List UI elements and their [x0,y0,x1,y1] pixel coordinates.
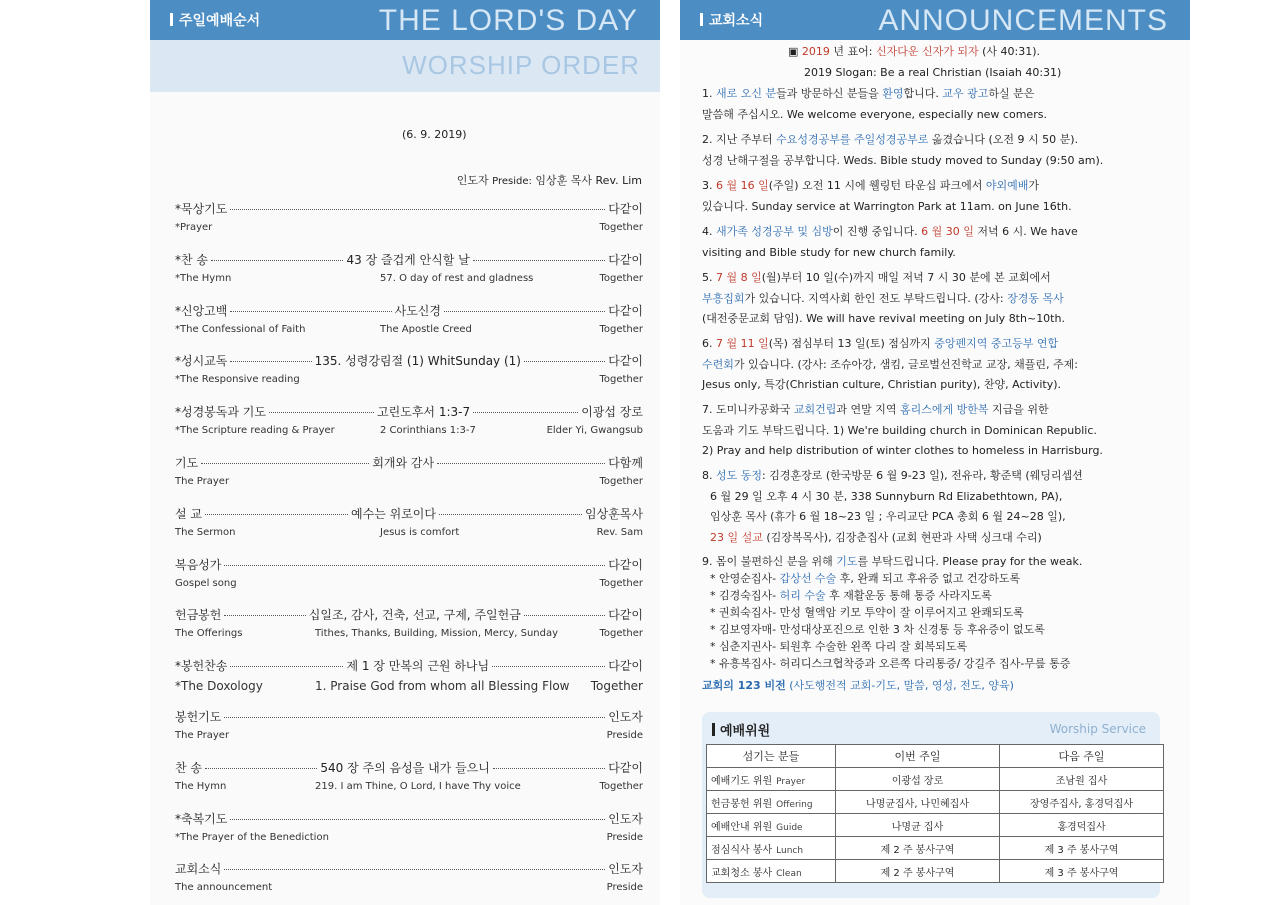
left-subtitle-band [150,40,660,92]
title-bar-icon [712,723,715,736]
item-leader-ko: 다같이 [608,608,643,623]
order-item [175,403,643,443]
item-title-en: The Hymn [175,780,227,792]
item-leader-en: Rev. Sam [596,526,643,538]
role-cell: 예배기도 위원 Prayer [707,768,836,791]
left-header-label: 주일예배순서 [179,13,261,29]
table-row [707,814,1164,837]
prayer-item: * 유흥복집사- 허리디스크협착증과 오른쪽 다리통증/ 강길주 집사-무릎 통증 [710,657,1071,670]
item-leader-ko: 인도자 [608,710,643,724]
leader-dots [224,615,305,616]
left-header-band [150,0,660,40]
service-date: (6. 9. 2019) [402,128,467,141]
right-header-title: ANNOUNCEMENTS [878,4,1168,37]
worship-title: 예배위원 [720,724,771,739]
table-row [707,860,1164,883]
item-detail-ko: 회개와 감사 [372,456,435,470]
col-header-role: 섬기는 분들 [707,745,836,768]
order-item [175,556,643,596]
item-title-ko: 복음성가 [175,557,222,572]
this-week-cell: 나명균집사, 나민혜집사 [836,791,1000,814]
item-leader-en: Preside [606,882,643,894]
item-title-en: *The Scripture reading & Prayer [175,425,335,437]
worship-title-en: Worship Service [1049,722,1146,736]
prayer-list [710,570,1180,672]
item-leader-en: Together [599,476,643,487]
announcement-8: 8. 성도 동정: 김경훈장로 (한국방문 6 월 9-23 일), 전유라, 황준택 (웨딩리셉션 6 월 29 일 오후 4 시 30 분, 338 Sunnyburn Rd Elizabethtown, PA), 임상훈 목사 (휴가 6 월 18~23 일 ; 우리교단 PCA 총회 6 월 24~28 일), 23 일 설교 (김장복목사), 김장춘집사 (교회 현판과 사택 싱크대 수리) [702,469,1083,544]
prayer-item: * 안영순집사- 갑상선 수술 후, 완쾌 되고 후유증 없고 건강하도록 [710,572,1021,585]
item-title-en: *The Responsive reading [175,374,300,386]
item-detail-ko: 43 장 즐겁게 안식할 날 [346,252,470,267]
page-gutter [660,0,680,905]
leader-dots [473,412,578,413]
leader-dots [230,666,343,667]
order-item [175,759,643,799]
item-title-ko: *축복기도 [175,811,228,826]
next-week-cell: 제 3 주 봉사구역 [1000,860,1164,883]
prayer-item: * 심춘지권사- 퇴원후 수술한 왼쪽 다리 잘 회복되도록 [710,640,968,653]
worship-service-table [706,744,1164,883]
leader-dots [473,260,605,261]
item-leader-ko: 다같이 [608,303,643,318]
leader-dots [230,819,605,820]
right-header-band [680,0,1190,40]
order-item [175,251,643,291]
next-week-cell: 제 3 주 봉사구역 [1000,837,1164,860]
item-detail-en: Tithes, Thanks, Building, Mission, Mercy, Sunday [315,628,559,640]
item-detail-ko: 135. 성령강림절 (1) WhitSunday (1) [314,354,521,369]
leader-dots [230,311,391,312]
item-title-ko: 헌금봉헌 [175,608,222,623]
order-item [175,860,643,900]
worship-order-page [150,0,660,905]
item-detail-ko: 고린도후서 1:3-7 [377,405,471,420]
item-title-en: *The Hymn [175,272,232,284]
item-title-en: *The Confessional of Faith [175,323,306,335]
item-leader-en: Together [599,577,643,589]
item-title-ko: *성시교독 [175,354,228,369]
announcement-6: 6. 7 월 11 일(목) 점심부터 13 일(토) 점심까지 중앙펜지역 중고등부 연합 수련회가 있습니다. (강사: 조슈아강, 샘킴, 글로벌선진학교 교장, 채플린, 주제: Jesus only, 특강(Christian culture, Christian purity), 찬양, Activity). [702,337,1078,391]
item-leader-en: Together [599,628,643,640]
announcements-page [680,0,1190,905]
announcement-2: 2. 지난 주부터 수요성경공부를 주일성경공부로 옮겼습니다 (오전 9 시 50 분). 성경 난해구절을 공부합니다. Weds. Bible study moved to Sunday (9:50 am). [702,133,1104,167]
table-row [707,837,1164,860]
item-title-en: *The Prayer of the Benediction [175,831,329,843]
leader-dots [230,209,605,210]
item-title-en: The Sermon [175,526,236,538]
announcement-1: 1. 새로 오신 분들과 방문하신 분들을 환영합니다. 교우 광고하실 분은 말씀해 주십시오. We welcome everyone, especially new comers. [702,87,1047,121]
item-detail-en: 1. Praise God from whom all Blessing Flow [315,679,570,694]
item-leader-ko: 다같이 [608,557,643,572]
this-week-cell: 이광섭 장로 [836,768,1000,791]
item-title-ko: *묵상기도 [175,202,228,216]
item-leader-ko: 이광섭 장로 [581,405,643,420]
item-leader-ko: 다같이 [608,202,643,216]
table-header-row [707,745,1164,768]
leader-dots [437,463,605,464]
item-title-ko: 기도 [175,456,199,470]
item-leader-en: Together [599,222,643,233]
leader-dots [205,514,348,515]
leader-dots [492,666,605,667]
item-title-ko: *신앙고백 [175,303,228,318]
table-row [707,791,1164,814]
order-item [175,810,643,850]
leader-dots [524,361,605,362]
item-title-en: *Prayer [175,222,213,233]
item-detail-ko: 제 1 장 만복의 근원 하나님 [346,659,490,674]
item-leader-en: Together [599,323,643,335]
item-leader-en: Preside [606,831,643,843]
leader-dots [211,260,343,261]
item-leader-ko: 다같이 [608,659,644,674]
right-header-label: 교회소식 [709,13,764,29]
item-leader-ko: 다같이 [608,354,643,369]
item-detail-en: 219. I am Thine, O Lord, I have Thy voice [315,780,521,792]
item-leader-en: Together [599,374,643,386]
leader-dots [269,412,374,413]
leader-dots [524,615,605,616]
preside-line: 인도자 Preside: 임상훈 목사 Rev. Lim [456,174,642,187]
table-row [707,768,1164,791]
order-item [175,352,643,392]
item-detail-ko: 십일조, 감사, 건축, 선교, 구제, 주일헌금 [308,608,521,623]
order-item [175,606,643,646]
item-leader-en: Together [590,679,643,694]
col-header-next-week: 다음 주일 [1000,745,1164,768]
item-title-ko: *찬 송 [175,252,208,267]
item-title-ko: *성경봉독과 기도 [175,405,266,420]
order-item [175,657,643,697]
item-title-ko: 찬 송 [175,760,202,775]
role-cell: 점심식사 봉사 Lunch [707,837,836,860]
item-title-en: The Offerings [175,628,243,640]
announcement-4: 4. 새가족 성경공부 및 심방이 진행 중입니다. 6 월 30 일 저녁 6 시. We have visiting and Bible study for new church family. [702,225,1078,259]
header-bar-icon [170,13,173,26]
item-detail-en: 2 Corinthians 1:3-7 [380,425,476,437]
item-title-ko: *봉헌찬송 [175,659,228,674]
order-item [175,708,643,748]
item-leader-en: Together [599,780,643,792]
announcement-5: 5. 7 월 8 일(월)부터 10 일(수)까지 매일 저녁 7 시 30 분에 본 교회에서 부흥집회가 있습니다. 지역사회 한인 전도 부탁드립니다. (강사: 장경동 목사 (대전중문교회 담임). We will have revival meeting on July 8th~10th. [702,271,1065,325]
header-bar-icon [700,13,703,26]
item-title-ko: 설 교 [175,506,202,521]
announcement-3: 3. 6 월 16 일(주일) 오전 11 시에 웰링턴 타운십 파크에서 야외예배가 있습니다. Sunday service at Warrington Park at 11am. on June 16th. [702,179,1072,213]
prayer-item: * 권희숙집사- 만성 혈액암 키모 투약이 잘 이루어지고 완쾌되도록 [710,606,1024,619]
item-title-ko: 봉헌기도 [175,710,222,724]
item-title-ko: 교회소식 [175,862,222,877]
worship-service-box [702,712,1160,898]
next-week-cell: 조남원 집사 [1000,768,1164,791]
item-title-en: The Prayer [175,730,230,741]
item-detail-ko: 540 장 주의 음성을 내가 들으니 [320,760,490,775]
leader-dots [444,311,605,312]
left-header-title: THE LORD'S DAY [378,4,638,37]
leader-dots [439,514,582,515]
item-leader-ko: 다같이 [608,252,644,267]
col-header-this-week: 이번 주일 [836,745,1000,768]
item-title-en: *The Doxology [175,679,263,694]
item-detail-ko: 예수는 위로이다 [351,506,436,521]
prayer-item: * 김보영자매- 만성대상포진으로 인한 3 차 신경통 등 후유증이 없도록 [710,623,1045,636]
leader-dots [224,717,605,718]
left-subtitle: WORSHIP ORDER [402,50,640,80]
order-item [175,454,643,494]
slogan: ▣ 2019 년 표어: 신자다운 신자가 되자 (사 40:31). 2019 Slogan: Be a real Christian (Isaiah 40:31) [788,45,1062,79]
leader-dots [205,768,317,769]
item-leader-ko: 인도자 [608,862,643,877]
item-detail-en: Jesus is comfort [380,526,460,538]
item-title-en: The announcement [175,882,273,894]
item-detail-en: 57. O day of rest and gladness [380,272,534,284]
item-leader-en: Elder Yi, Gwangsub [546,425,643,437]
leader-dots [493,768,605,769]
leader-dots [230,361,311,362]
item-leader-ko: 인도자 [608,811,643,826]
item-leader-en: Preside [606,730,643,741]
leader-dots [201,463,369,464]
leader-dots [224,869,605,870]
role-cell: 예배안내 위원 Guide [707,814,836,837]
this-week-cell: 제 2 주 봉사구역 [836,860,1000,883]
church-vision: 교회의 123 비전 (사도행전적 교회-기도, 말씀, 영성, 전도, 양육) [702,679,1014,692]
role-cell: 헌금봉헌 위원 Offering [707,791,836,814]
prayer-item: * 김경숙집사- 허리 수술 후 재활운동 통해 통증 사라지도록 [710,589,992,602]
this-week-cell: 나명균 집사 [836,814,1000,837]
this-week-cell: 제 2 주 봉사구역 [836,837,1000,860]
order-item [175,302,643,342]
leader-dots [224,565,605,566]
order-item [175,505,643,545]
order-item [175,200,643,240]
item-leader-ko: 다같이 [608,760,643,775]
item-detail-en: The Apostle Creed [380,323,472,335]
announcement-9: 9. 몸이 불편하신 분을 위해 기도를 부탁드립니다. Please pray for the weak. [702,555,1083,568]
role-cell: 교회청소 봉사 Clean [707,860,836,883]
item-detail-ko: 사도신경 [394,303,441,318]
item-title-en: Gospel song [175,577,237,589]
item-leader-ko: 다함께 [608,456,643,470]
announcement-7: 7. 도미니카공화국 교회건립과 연말 지역 홈리스에게 방한복 지급을 위한 도움과 기도 부탁드립니다. 1) We're building church in Dominican Republic. 2) Pray and help distribution of winter clothes to homeless in Harrisburg. [702,403,1103,457]
next-week-cell: 장영주집사, 홍경덕집사 [1000,791,1164,814]
item-title-en: The Prayer [175,476,230,487]
next-week-cell: 홍경덕집사 [1000,814,1164,837]
item-leader-en: Together [599,272,643,284]
item-leader-ko: 임상훈목사 [585,506,643,521]
